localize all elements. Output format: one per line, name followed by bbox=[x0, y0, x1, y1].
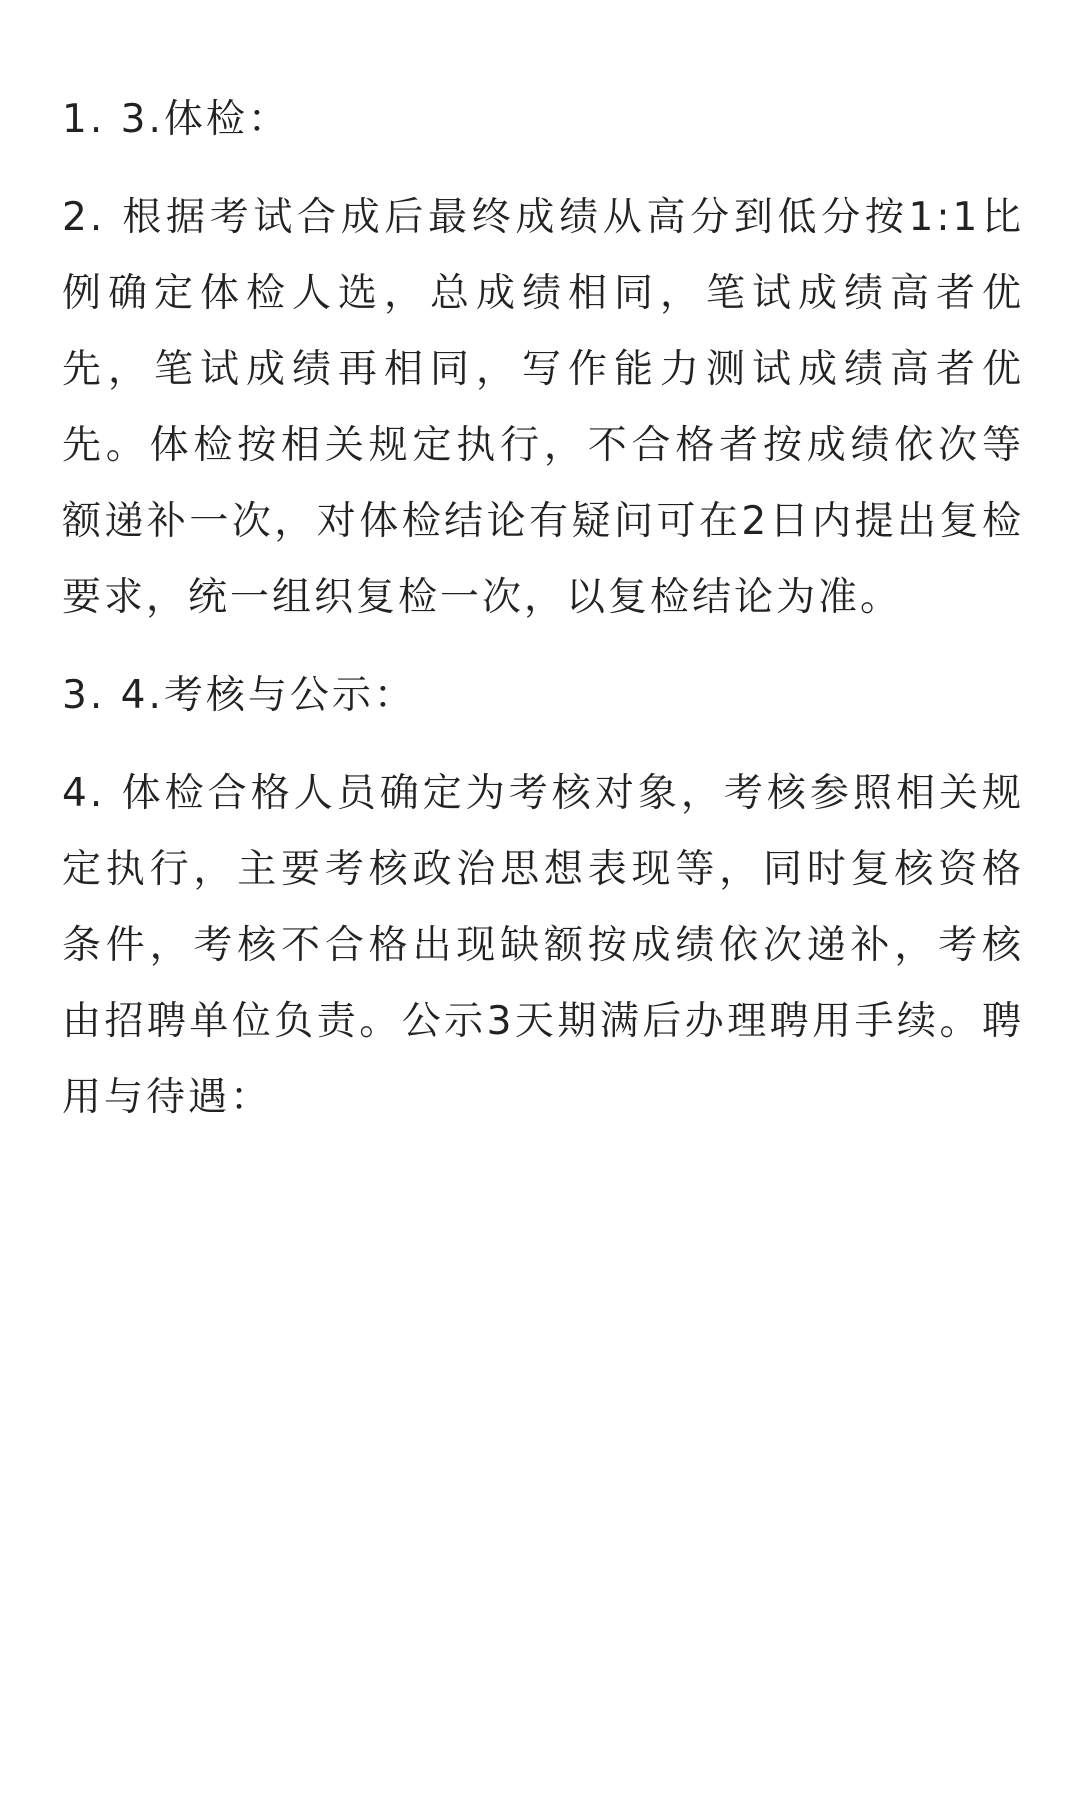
list-item-3 bbox=[62, 658, 1024, 734]
list-item-2 bbox=[62, 180, 1024, 636]
list-number: 2. bbox=[62, 195, 106, 240]
list-number: 1. bbox=[62, 97, 106, 142]
document-body bbox=[62, 82, 1024, 1158]
list-text: 3.体检： bbox=[120, 97, 290, 142]
list-number: 3. bbox=[62, 673, 106, 718]
list-text: 根据考试合成后最终成绩从高分到低分按1:1比例确定体检人选，总成绩相同，笔试成绩高者优先，笔试成绩再相同，写作能力测试成绩高者优先。体检按相关规定执行，不合格者按成绩依次等额递补一次，对体检结论有疑问可在2日内提出复检要求，统一组织复检一次，以复检结论为准。 bbox=[62, 195, 1024, 620]
list-item-4 bbox=[62, 756, 1024, 1136]
list-item-1 bbox=[62, 82, 1024, 158]
list-text: 4.考核与公示： bbox=[120, 673, 416, 718]
list-text: 体检合格人员确定为考核对象，考核参照相关规定执行，主要考核政治思想表现等，同时复核资格条件，考核不合格出现缺额按成绩依次递补，考核由招聘单位负责。公示3天期满后办理聘用手续。聘用与待遇： bbox=[62, 771, 1024, 1120]
list-number: 4. bbox=[62, 771, 106, 816]
